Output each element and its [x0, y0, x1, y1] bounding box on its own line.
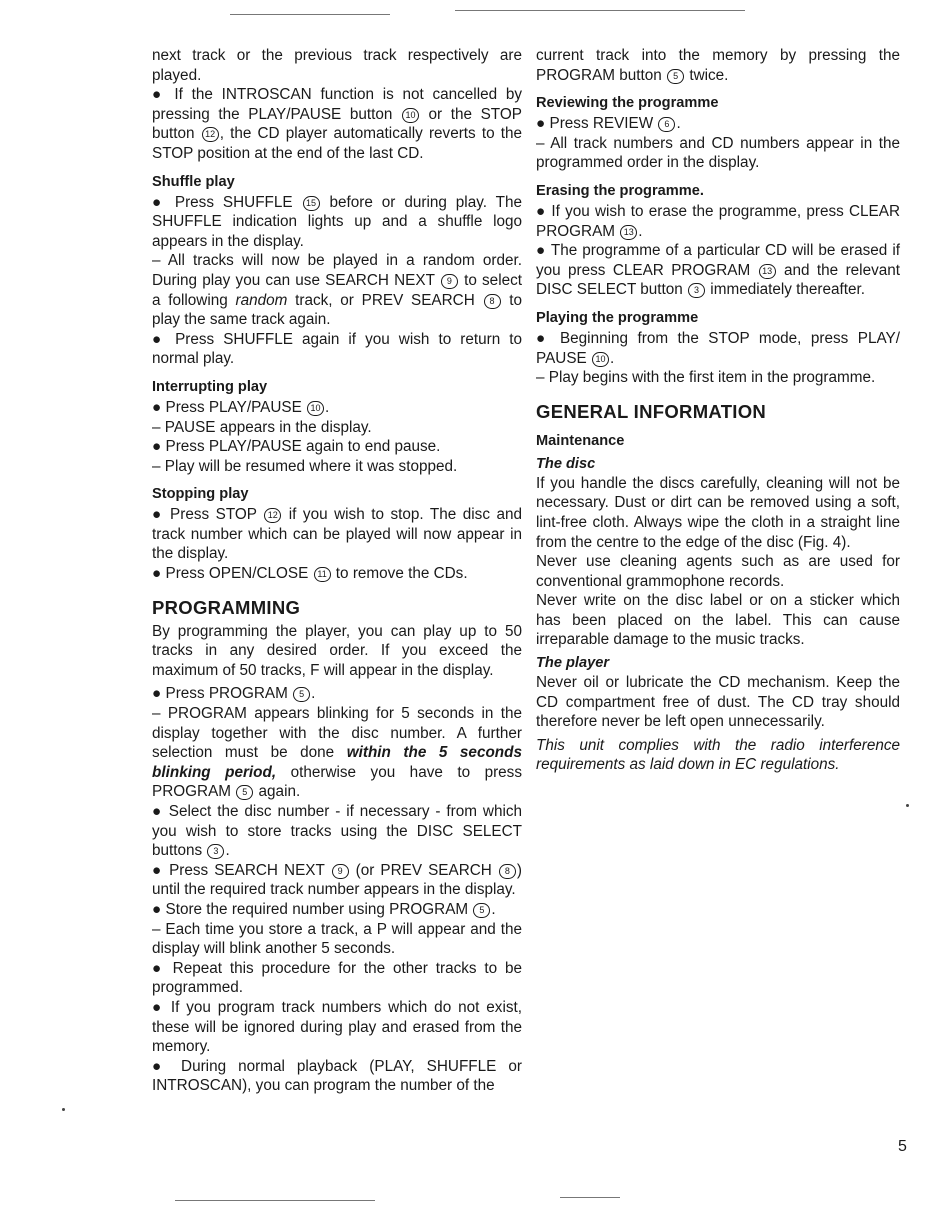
section-heading-playing: Playing the programme: [536, 309, 699, 326]
scan-speck: [62, 1108, 65, 1111]
scan-speck: [906, 804, 909, 807]
ref-number: 13: [759, 264, 776, 279]
paragraph: ● Press STOP 12 if you wish to stop. The disc and track number which can be played will now appear in the display.: [152, 506, 523, 563]
scan-artifact-top: [455, 10, 745, 11]
paragraph: ● Press PLAY/PAUSE again to end pause.: [152, 438, 441, 456]
left-column: [152, 46, 522, 1096]
paragraph: – All tracks will now be played in a random order. During play you can use SEARCH NEXT 9 to select a following random track, or PREV SEARCH 8 to play the same track again.: [152, 252, 522, 329]
ref-number: 8: [484, 294, 501, 309]
section-heading-maintenance: Maintenance: [536, 432, 625, 449]
scan-artifact-bottom: [175, 1200, 375, 1201]
paragraph: Never write on the disc label or on a sticker which has been placed on the label. This can cause irreparable damage to the music tracks.: [536, 592, 900, 649]
scan-artifact-bottom: [560, 1197, 620, 1198]
paragraph: Never use cleaning agents such as are used for conventional grammophone records.: [536, 553, 900, 590]
section-heading-erasing: Erasing the programme.: [536, 182, 704, 199]
ref-number: 13: [620, 225, 637, 240]
paragraph: ● The programme of a particular CD will be erased if you press CLEAR PROGRAM 13 and the relevant DISC SELECT button 3 immediately thereafter.: [536, 242, 900, 299]
section-heading-shuffle: Shuffle play: [152, 173, 235, 190]
ref-number: 11: [314, 567, 331, 582]
paragraph: ● If you program track numbers which do not exist, these will be ignored during play and erased from the memory.: [152, 998, 522, 1056]
paragraph: current track into the memory by pressing the PROGRAM button 5 twice.: [536, 47, 900, 84]
paragraph: ● Press SHUFFLE 15 before or during play. The SHUFFLE indication lights up and a shuffle logo appears in the display.: [152, 193, 522, 250]
paragraph: ● Press SHUFFLE again if you wish to return to normal play.: [152, 330, 522, 368]
paragraph: – All track numbers and CD numbers appear in the programmed order in the display.: [536, 134, 900, 172]
chapter-heading-programming: PROGRAMMING: [152, 596, 301, 618]
paragraph: ● Press OPEN/CLOSE 11 to remove the CDs.: [152, 565, 468, 583]
paragraph: – PROGRAM appears blinking for 5 seconds in the display together with the disc number. A further selection must be done within the 5 seconds blinking period, otherwise you have to press PROGRAM 5 again.: [152, 705, 522, 801]
right-column: [536, 46, 900, 775]
paragraph: Never oil or lubricate the CD mechanism. Keep the CD compartment free of dust. The CD tray should therefore never be left open unnecessarily.: [536, 674, 900, 731]
ref-number: 10: [402, 108, 419, 123]
ref-number: 3: [207, 844, 224, 859]
ref-number: 5: [293, 687, 310, 702]
ref-number: 3: [688, 283, 705, 298]
paragraph-compliance-note: This unit complies with the radio interference requirements as laid down in EC regulations.: [536, 736, 900, 774]
subheading-the-disc: The disc: [536, 455, 596, 472]
paragraph: – PAUSE appears in the display.: [152, 418, 372, 436]
paragraph: By programming the player, you can play up to 50 tracks in any desired order. If you exceed the maximum of 50 tracks, F will appear in the display.: [152, 622, 522, 679]
paragraph: ● Store the required number using PROGRAM 5 .: [152, 900, 496, 918]
page-number: 5: [898, 1138, 907, 1155]
ref-number: 12: [202, 127, 219, 142]
ref-number: 5: [667, 69, 684, 84]
ref-number: 5: [473, 903, 490, 918]
ref-number: 6: [658, 117, 675, 132]
paragraph: If you handle the discs carefully, cleaning will not be necessary. Dust or dirt can be removed using a soft, lint-free cloth. Always wipe the cloth in a straight line from the centre to the edge of the disc (Fig. 4).: [536, 474, 900, 551]
ref-number: 12: [264, 508, 281, 523]
paragraph: next track or the previous track respectively are played.: [152, 47, 522, 84]
paragraph: ● Press REVIEW 6 .: [536, 115, 681, 133]
paragraph: ● Beginning from the STOP mode, press PLAY/ PAUSE 10 .: [536, 329, 900, 367]
section-heading-stopping: Stopping play: [152, 486, 249, 503]
paragraph: ● Press SEARCH NEXT 9 (or PREV SEARCH 8 ) until the required track number appears in the display.: [152, 861, 522, 899]
ref-number: 9: [332, 864, 349, 879]
chapter-heading-general-information: GENERAL INFORMATION: [536, 400, 767, 422]
paragraph: – Each time you store a track, a P will appear and the display will blink another 5 seconds.: [152, 920, 522, 958]
subheading-the-player: The player: [536, 655, 609, 672]
paragraph: ● Press PLAY/PAUSE 10 .: [152, 398, 330, 416]
paragraph: ● Repeat this procedure for the other tracks to be programmed.: [152, 959, 522, 997]
section-heading-reviewing: Reviewing the programme: [536, 95, 719, 112]
paragraph: ● Select the disc number - if necessary - from which you wish to store tracks using the DISC SELECT buttons 3 .: [152, 803, 522, 860]
paragraph: ● During normal playback (PLAY, SHUFFLE or INTROSCAN), you can program the number of the: [152, 1057, 522, 1095]
ref-number: 9: [441, 274, 458, 289]
paragraph: – Play begins with the first item in the programme.: [536, 369, 876, 387]
paragraph: ● Press PROGRAM 5 .: [152, 685, 316, 703]
paragraph: ● If the INTROSCAN function is not cancelled by pressing the PLAY/PAUSE button 10 or the STOP button 12 , the CD player automatically reverts to the STOP position at the end of the last CD.: [152, 86, 523, 162]
ref-number: 15: [303, 196, 320, 211]
paragraph: ● If you wish to erase the programme, press CLEAR PROGRAM 13 .: [536, 202, 900, 240]
ref-number: 5: [236, 785, 253, 800]
ref-number: 10: [307, 401, 324, 416]
ref-number: 10: [592, 352, 609, 367]
paragraph: – Play will be resumed where it was stopped.: [152, 457, 458, 475]
ref-number: 8: [499, 864, 516, 879]
scan-artifact-top: [230, 14, 390, 15]
section-heading-interrupting: Interrupting play: [152, 378, 268, 395]
